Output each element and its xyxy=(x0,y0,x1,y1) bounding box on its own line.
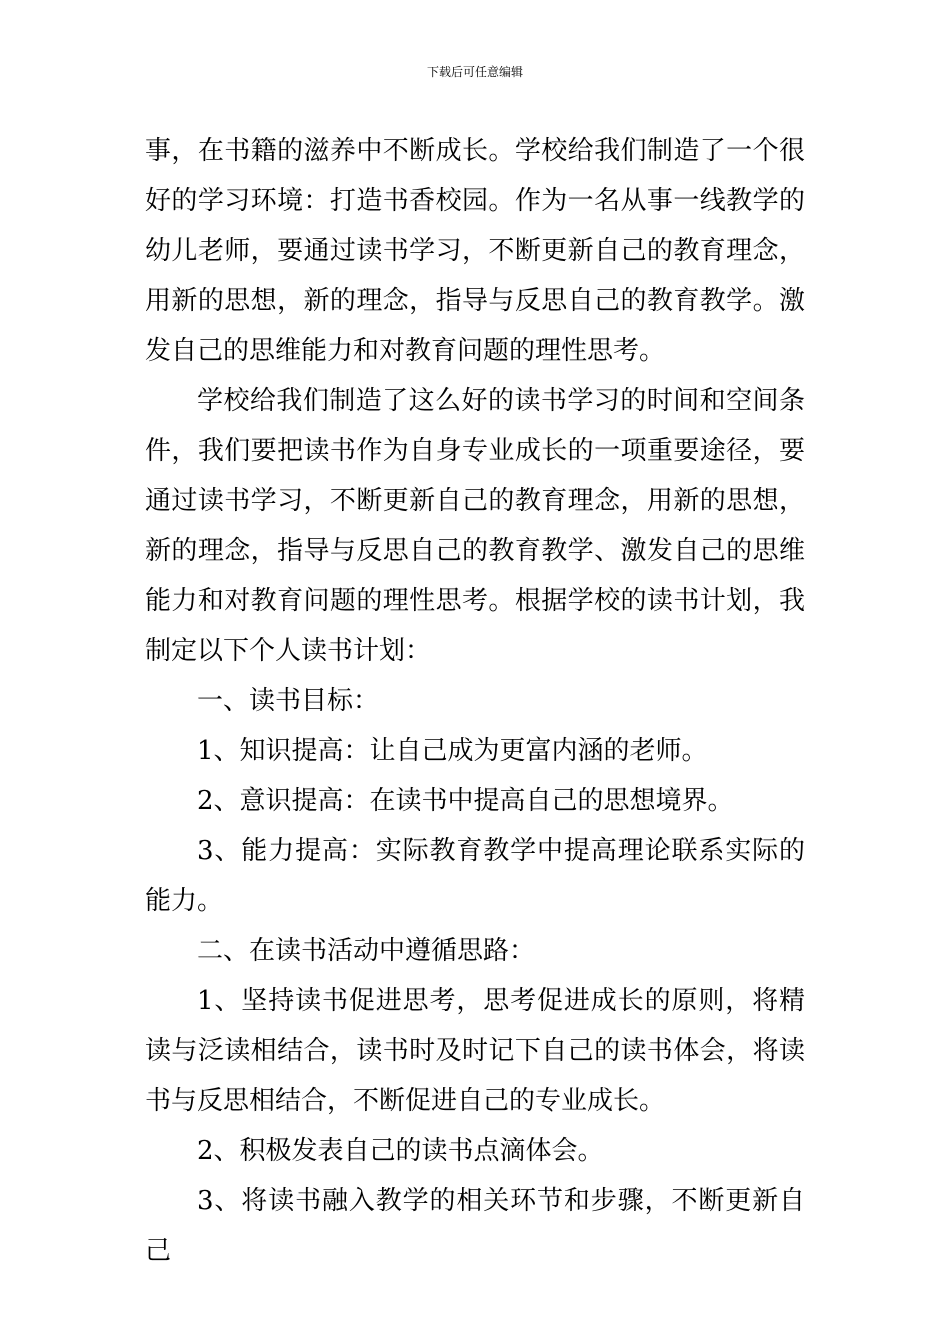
section-heading-approach: 二、在读书活动中遵循思路： xyxy=(197,936,536,966)
list-item-awareness: 2、意识提高：在读书中提高自己的思想境界。 xyxy=(197,786,734,816)
section-heading-reading-goals: 一、读书目标： xyxy=(197,686,380,716)
paragraph-continued: 事，在书籍的滋养中不断成长。学校给我们制造了一个很好的学习环境：打造书香校园。作为一名从事一线教学的幼儿老师，要通过读书学习，不断更新自己的教育理念，用新的思想，新的理念，指导与反思自己的教育教学。激发自己的思维能力和对教育问题的理性思考。 xyxy=(145,136,805,366)
list-item-ability: 3、能力提高：实际教育教学中提高理论联系实际的能力。 xyxy=(145,836,805,916)
list-item-reading-thinking: 1、坚持读书促进思考，思考促进成长的原则，将精读与泛读相结合，读书时及时记下自己的读书体会，将读书与反思相结合，不断促进自己的专业成长。 xyxy=(145,986,805,1116)
document-body xyxy=(145,126,805,1276)
page-header: 下载后可任意编辑 xyxy=(426,65,523,79)
list-item-publish: 2、积极发表自己的读书点滴体会。 xyxy=(197,1136,604,1166)
list-item-integrate: 3、将读书融入教学的相关环节和步骤，不断更新自己 xyxy=(145,1186,805,1266)
paragraph-intro: 学校给我们制造了这么好的读书学习的时间和空间条件，我们要把读书作为自身专业成长的一项重要途径，要通过读书学习，不断更新自己的教育理念，用新的思想，新的理念，指导与反思自己的教育教学、激发自己的思维能力和对教育问题的理性思考。根据学校的读书计划，我制定以下个人读书计划： xyxy=(145,386,805,666)
list-item-knowledge: 1、知识提高：让自己成为更富内涵的老师。 xyxy=(197,736,708,766)
